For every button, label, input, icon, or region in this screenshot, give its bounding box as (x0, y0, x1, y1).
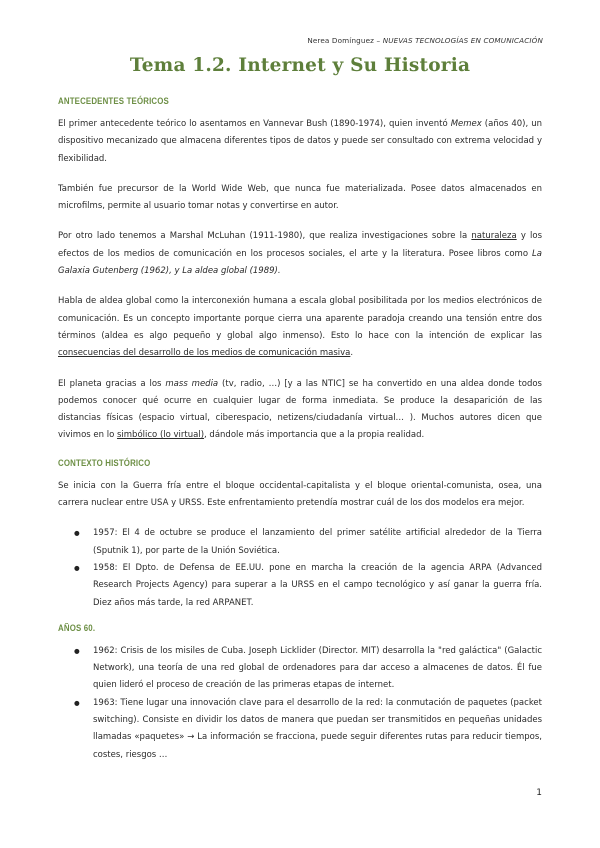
paragraph-aldea-global (58, 293, 542, 362)
text-run: Habla de aldea global como la interconexión humana a escala global posibilitada por los medios electrónicos de comunicación. Es un concepto importante porque cierra una aparente paradoja creando una tensión entre dos términos (aldea es algo pequeño y global algo inmenso). Esto lo hace con la intención de explicar las (58, 296, 542, 341)
text-run: (tv, radio, …) [y a las NTIC] se ha convertido en una aldea donde todos podemos conocer qué ocurre en cualquier lugar de forma inmediata. Se produce la desaparición de las distancias físicas (espacio virtual, ciberespacio, netizens/ciudadanía virtual… ). Muchos autores dicen que vivimos en lo (58, 378, 542, 441)
document-body (58, 96, 542, 775)
text-run-italic: La Galaxia Gutenberg (1962), y La aldea global (1989). (58, 248, 542, 277)
text-run-italic: Memex (450, 119, 482, 129)
text-run: y los efectos de los medios de comunicación en los procesos sociales, el arte y la literatura. Posee libros como (58, 231, 543, 259)
text-run: Por otro lado tenemos a Marshal McLuhan (1911-1980), que realiza investigaciones sobre la (58, 231, 472, 242)
paragraph-mass-media (58, 376, 542, 445)
page-title: Tema 1.2. Internet y Su Historia (129, 55, 471, 76)
text-run: (años 40), un dispositivo mecanizado que almacena diferentes tipos de datos y puede ser consultado con extrema velocidad y flexibilidad. (58, 119, 542, 164)
list-item: ● 1963: Tiene lugar una innovación clave para el desarrollo de la red: la conmutación de paquetes (packet switching). Consiste en dividir los datos de manera que puedan ser transmitidos en pequeñas unidades llamadas «paquetes» → La información se fracciona, puede seguir diferentes rutas para reducir tiempos, costes, riesgos … (93, 695, 542, 764)
list-item: ● 1958: El Dpto. de Defensa de EE.UU. pone en marcha la creación de la agencia ARPA (Advanced Research Projects Agency) para superar a la URSS en el campo tecnológico y así ganar la guerra fría. Diez años más tarde, la red ARPANET. (93, 560, 542, 612)
section-heading-contexto: CONTEXTO HISTÓRICO (58, 457, 151, 469)
text-run: . (350, 348, 354, 359)
text-run-italic: mass media (165, 378, 219, 389)
section-heading-antecedentes: ANTECEDENTES TEÓRICOS (58, 96, 169, 107)
text-run: , dándole más importancia que a la propia realidad. (204, 430, 425, 441)
running-header (307, 36, 543, 45)
list-item: ● 1957: El 4 de octubre se produce el lanzamiento del primer satélite artificial alrededor de la Tierra (Sputnik 1), por parte de la Unión Soviética. (93, 525, 542, 560)
header-course: NUEVAS TECNOLOGÍAS EN COMUNICACIÓN (382, 36, 543, 45)
paragraph-www: También fue precursor de la World Wide Web, que nunca fue materializada. Posee datos almacenados en microfilms, permite al usuario tomar notas y convertirse en autor. (58, 183, 542, 212)
paragraph-mcluhan (58, 228, 542, 280)
bullet-list-contexto (58, 525, 542, 611)
bullet-list-anos-60 (58, 643, 542, 764)
text-run: El planeta gracias a los (58, 378, 166, 389)
header-separator: – (374, 36, 383, 45)
page-number: 1 (536, 788, 542, 798)
text-run-underlined: consecuencias del desarrollo de los medios de comunicación masiva (58, 348, 351, 359)
text-run-underlined: naturaleza (471, 231, 517, 242)
paragraph-guerra-fria: Se inicia con la Guerra fría entre el bloque occidental-capitalista y el bloque oriental-comunista, osea, una carrera nuclear entre USA y URSS. Este enfrentamiento pretendía mostrar cuál de los dos modelos era mejor. (58, 480, 542, 509)
text-run: El primer antecedente teórico lo asentamos en Vannevar Bush (1890-1974), quien inventó (58, 119, 451, 129)
header-author: Nerea Domínguez (307, 36, 375, 45)
paragraph-bush (58, 116, 542, 168)
list-item: ● 1962: Crisis de los misiles de Cuba. Joseph Licklider (Director. MIT) desarrolla la "red galáctica" (Galactic Network), una teoría de una red global de ordenadores para dar acceso a almacenes de datos. Él fue quien lideró el proceso de creación de las primeras etapas de internet. (93, 643, 542, 695)
section-heading-anos-60: AÑOS 60. (58, 622, 96, 634)
text-run-underlined: simbólico (lo virtual) (116, 430, 205, 441)
